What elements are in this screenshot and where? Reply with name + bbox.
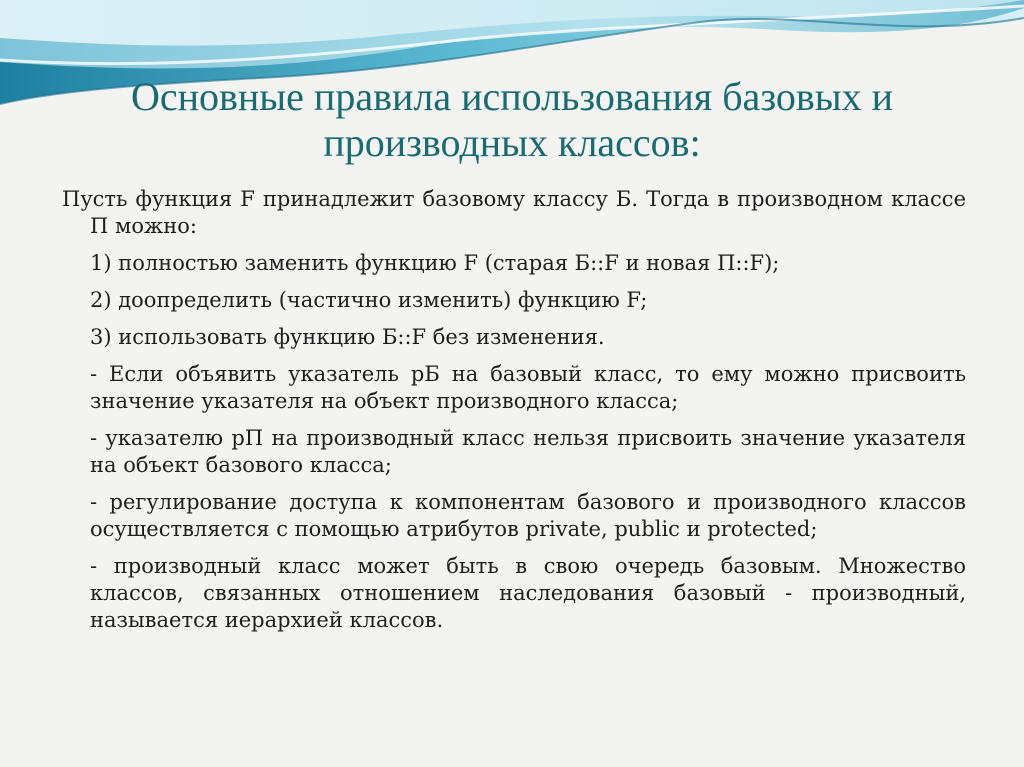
list-item: - Если объявить указатель рБ на базовый класс, то ему можно присвоить значение указателя на объект производного класса;: [90, 362, 966, 413]
list-item: - регулирование доступа к компонентам базового и производного классов осуществляется с помощью атрибутов private, public и protected;: [90, 490, 966, 541]
list-item: 2) доопределить (частично изменить) функцию F;: [90, 288, 648, 312]
list-item: - указателю рП на производный класс нельзя присвоить значение указателя на объект базового класса;: [90, 426, 966, 477]
list-item: 3) использовать функцию Б::F без изменения.: [90, 325, 605, 349]
list-item: 1) полностью заменить функцию F (старая Б::F и новая П::F);: [90, 251, 780, 275]
list-item: - производный класс может быть в свою очередь базовым. Множество классов, связанных отношением наследования базовый - производный, называется иерархией классов.: [90, 554, 966, 632]
slide-body: [62, 186, 966, 644]
intro-paragraph: Пусть функция F принадлежит базовому классу Б. Тогда в производном классе П можно:: [62, 187, 966, 238]
slide-title: Основные правила использования базовых и производных классов:: [130, 74, 894, 165]
